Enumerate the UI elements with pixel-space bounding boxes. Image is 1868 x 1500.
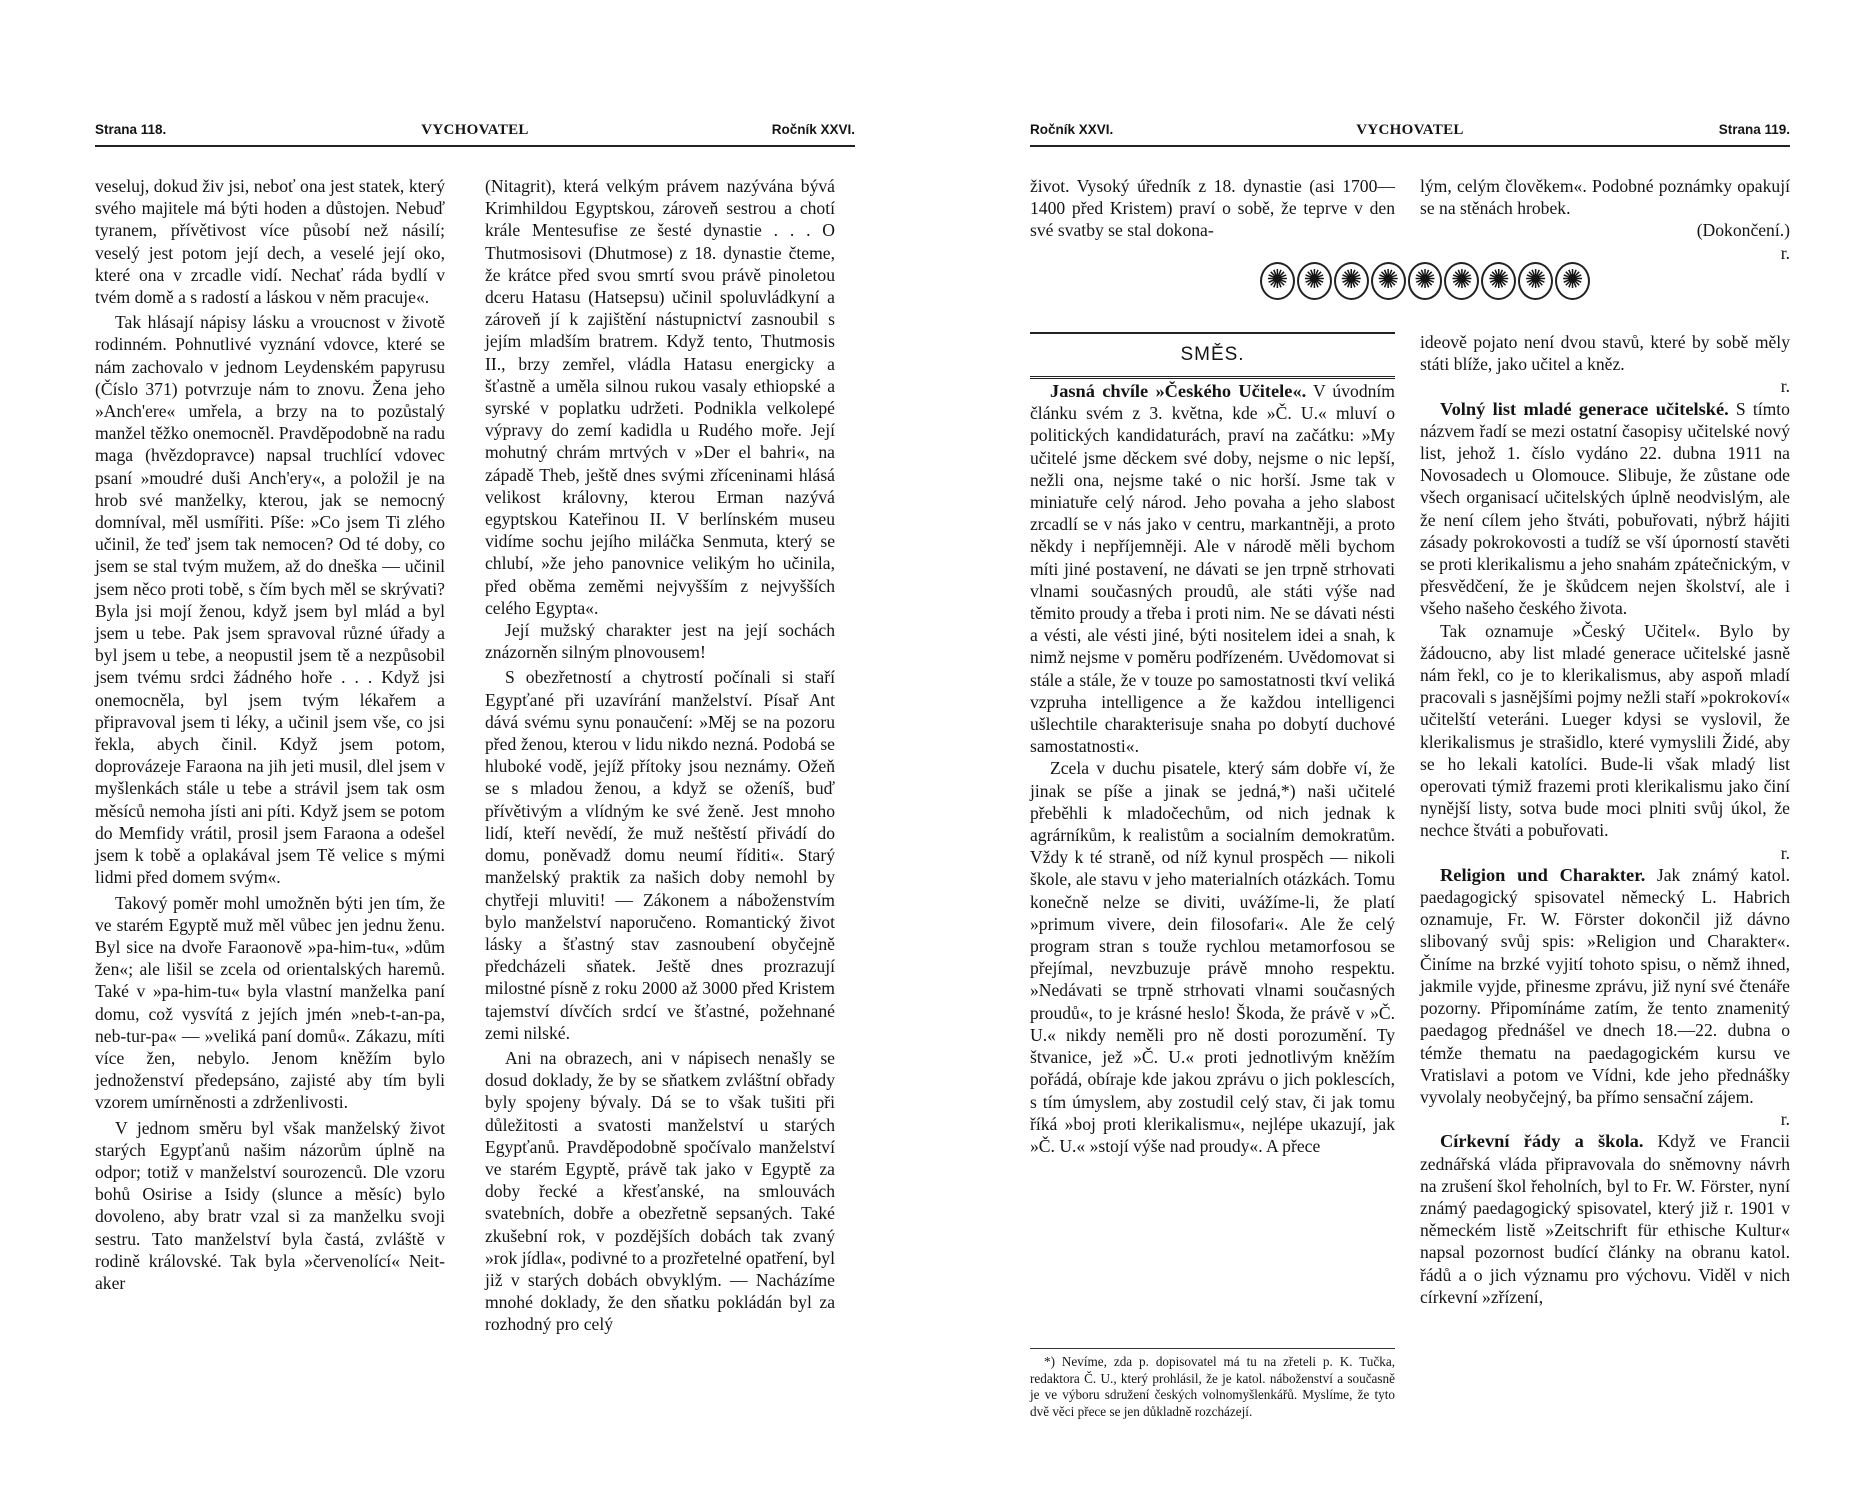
paragraph bbox=[1420, 398, 1790, 620]
right-column-1 bbox=[1030, 380, 1395, 1157]
decorative-ornament bbox=[1260, 262, 1590, 302]
paragraph: V jednom směru byl však manželský život starých Egypťanů našim názorům úplně na odpor; totiž v manželství sourozenců. Dle vzoru bohů Osirise a Isidy (slunce a měsíc) bylo dovoleno, aby bratr vzal si za manželku svoji sestru. Tato manželství byla častá, zvláště v rodině královské. Tak byla »červenolící« Neit-aker bbox=[95, 1117, 445, 1293]
section-heading-box bbox=[1030, 332, 1395, 379]
article-text: Jak známý katol. paedagogický spisovatel německý L. Habrich oznamuje, Fr. W. Förster dokončil již dávno slibovaný svůj spis: »Religion und Charakter«. Činíme na brzké vyjití tohoto spisu, o němž ihned, jakmile vyjde, přinesme zprávu, již nyní své čtenáře pozorny. Připomínáme zatím, že tento znamenitý paedagog přednášel ve dnech 18.—22. dubna o témže thematu na paedagogickém kursu ve Vratislavi a potom ve Vídni, kde jeho přednášky vyvolaly neobyčejný, ba přímo sensační zájem. bbox=[1420, 864, 1790, 1107]
article-text: Když ve Francii zednářská vláda připravovala do sněmovny návrh na zrušení škol řeholních, byl to Fr. W. Förster, nyní známý paedagogický spisovatel, který již r. 1901 v německém listě »Zeitschrift für ethische Kultur« napsal pozornost budící články na obranu katol. řádů a o jich významu pro výchovu. Viděl v nich církevní »zřízení, bbox=[1420, 1131, 1790, 1307]
paragraph: Takový poměr mohl umožněn býti jen tím, že ve starém Egyptě muž měl vůbec jen jednu ženu. Byl sice na dvoře Faraonově »pa-him-tu«, »dům žen«; ale lišil se zcela od orientalských haremů. Také v »pa-him-tu« byla vlastní manželka paní domu, což vysvítá z jejích jmén »neb-t-an-pa, neb-tur-pa« — »veliká paní domů«. Zákazu, míti více žen, nebylo. Jenom kněžím bylo jednoženství předepsáno, zajisté aby tím byli vzorem umírněnosti a zdrženlivosti. bbox=[95, 892, 445, 1113]
paragraph: Tak hlásají nápisy lásku a vroucnost v životě rodinném. Pohnutlivé vyznání vdovce, které se nám zachovalo v jednom Leydenském papyrusu (Číslo 371) potvrzuje nám to znovu. Žena jeho »Anch'ere« umřela, a brzy na to pozůstalý manžel těžko onemocněl. Pravděpodobně na radu maga (hvězdopravce) napsal truchlící vdovec psaní »moudré duši Anch'ery«, a položil je na hrob své manželky, kterou, jak se nemocný domníval, měl usmířiti. Píše: »Co jsem Ti zlého učinil, že teď jsem tak nemocen? Od té doby, co jsem se stal tvým mužem, až do dneška — učinil jsem něco proti tobě, s čím bych měl se skrývati? Byla jsi mojí ženou, když jsem byl mlád a byl jsem u tebe. Pak jsem spravoval různé úřady a byl jsem u tebe, a neopustil jsem tě a nezpůsobil jsem tvému srdci žádného hoře . . . Když jsi onemocněla, byl jsem tvým lékařem a připravoval jsem ti léky, a učinil jsem vše, co jsi řekla, abych činil. Když jsem potom, doprovázeje Faraona na jih jeti musil, dlel jsem v myšlenkách stále u tebe a strávil jsem tak osm měsíců nemoha jísti ani píti. Když jsem se potom do Memfidy vrátil, prosil jsem Faraona a odešel jsem k tobě a oplakával jsem Tě velice s mými lidmi před domem svým«. bbox=[95, 312, 445, 888]
rosette-icon bbox=[1444, 262, 1479, 300]
rosette-icon bbox=[1481, 262, 1516, 300]
rosette-icon bbox=[1408, 262, 1443, 300]
right-page-header bbox=[1030, 122, 1790, 144]
paragraph: lým, celým člověkem«. Podobné poznámky opakují se na stěnách hrobek. bbox=[1420, 176, 1790, 219]
left-page bbox=[95, 0, 855, 1500]
rosette-icon bbox=[1371, 262, 1406, 300]
volume-label: Ročník XXVI. bbox=[1030, 122, 1114, 137]
article-heading: Religion und Charakter. bbox=[1440, 864, 1646, 885]
left-page-header bbox=[95, 122, 855, 144]
right-page bbox=[1030, 0, 1790, 1500]
rosette-icon bbox=[1555, 262, 1590, 300]
rosette-icon bbox=[1518, 262, 1553, 300]
paragraph: ideově pojato není dvou stavů, které by sobě měly státi blíže, jako učitel a kněz. bbox=[1420, 332, 1790, 375]
footnote bbox=[1030, 1348, 1395, 1420]
rosette-icon bbox=[1260, 262, 1295, 300]
paragraph: veseluj, dokud živ jsi, neboť ona jest statek, který svého majitele má býti hoden a důstojen. Nebuď tyranem, přívětivost více působí než násilí; veselý jest potom její dech, a veselé její oko, které ona v zrcadle vidí. Nechať ráda bydlí v tvém domě a s radostí a láskou v něm pracuje«. bbox=[95, 176, 445, 308]
paragraph: Ani na obrazech, ani v nápisech nenašly se dosud doklady, že by se sňatkem zvláštní obřady byly spojeny bývaly. Dá se to však tušiti při důležitosti a svatosti manželství u starých Egypťanů. Pravděpodobně spočívalo manželství ve starém Egyptě, právě tak jako v Egyptě za doby řecké a křesťanské, na smlouvách svatebních, dobře a obezřetně sepsaných. Také zkušební rok, v pozdějších dobách tak zvaný »rok jídla«, podivné to a prozřetelné opatření, byl již v starých dobách obvyklým. — Nacházíme mnohé doklady, že den sňatku pokládán byl za rozhodný pro celý bbox=[485, 1047, 835, 1335]
article-text: V úvodním článku svém z 3. května, kde »Č. U.« mluví o politických kandidaturách, praví na začátku: »My učitelé jsme děckem své doby, nejsme o nic lepší, nežli ona, nejsme také o nic horší. Jsme tak v miniatuře celý národ. Jeho povaha a jeho slabost zrcadlí se v nás jako v centru, markantněji, a proto někdy i nepříjemněji. Ale v národě měli bychom míti jiné postavení, ne dávati se jen trpně strhovati vlnami současných proudů, ale státi výše nad těmito proudy a třeba i proti nim. Ne se dávati nésti a vésti, ale vésti jiné, býti nositelem idei a snah, k nimž nejsme v poměru podřízeném. Uvědomovat si stále a stále, že v touze po samostatnosti tkví veliká vzpruha intelligence a že každou intelligenci ušlechtile charakterisuje snaha po dobytí duchové samostatnosti«. bbox=[1030, 381, 1395, 757]
page-number: Strana 119. bbox=[1718, 122, 1790, 137]
rosette-icon bbox=[1297, 262, 1332, 300]
to-be-continued: (Dokončení.) bbox=[1696, 220, 1790, 241]
section-title: SMĚS. bbox=[1180, 344, 1245, 365]
page-number: Strana 118. bbox=[95, 122, 167, 137]
header-rule bbox=[95, 145, 855, 147]
header-rule bbox=[1030, 145, 1790, 147]
paragraph: Zcela v duchu pisatele, který sám dobře ví, že jinak se píše a jinak se jedná,*) naši učitelé přeběhli k mladočechům, od nich jednak k agrárníkům, k realistům a socialním demokratům. Vždy k té straně, od níž kynul prospěch — nikoli škole, ale stavu v jeho materialních otázkách. Tomu konečně nelze se diviti, uvážíme-li, že platí »primum vivere, dein filosofari«. Ale že celý program stran s touže rychlou metamorfosou se přejímal, nevzbuzuje právě mnoho respektu. »Nedávati se trpně strhovati vlnami současných proudů«, to je krásné heslo! Škoda, že právě v »Č. U.« nikdy neměli pro ně dosti porozumění. Ty štvanice, jež »Č. U.« proti jednotlivým kněžím pořádá, obíraje kde jakou zprávu o jich poklescích, s tím úmyslem, aby zostudil celý stav, či jak tomu říká »boj proti klerikalismu«, nejlépe ukazují, jak »Č. U.« »stojí výše nad proudy«. A přece bbox=[1030, 758, 1395, 1156]
article-heading: Jasná chvíle »Českého Učitele«. bbox=[1050, 381, 1307, 401]
right-column-2 bbox=[1420, 331, 1790, 1308]
author-initial: r. bbox=[1780, 1109, 1790, 1130]
paragraph: S obezřetností a chytrostí počínali si staří Egypťané při uzavírání manželství. Písař Ant dává svému synu ponaučení: »Měj se na pozoru před ženou, kterou v lidu nikdo nezná. Podobá se hluboké vodě, jejíž přítoky jsou neznámy. Ožeň se s mladou ženou, a když se oženíš, buď přívětivým a vlídným ke své ženě. Jest mnoho lidí, kteří nevědí, že muž neštěstí přivádí do domu, poněvadž domu neumí říditi«. Starý manželský praktik za našich doby nemohl by chytřeji mluviti! — Zákonem a náboženstvím bylo manželství naporučeno. Romantický život lásky a šťastný stav zasnoubení obyčejně předcházeli sňatek. Ještě dnes prozrazují milostné písně z roku 2000 až 3000 před Kristem tajemství dívčích srdcí ve šťastné, požehnané zemi nilské. bbox=[485, 667, 835, 1043]
paragraph bbox=[1030, 380, 1395, 757]
paragraph bbox=[1420, 864, 1790, 1108]
article-heading: Církevní řády a škola. bbox=[1440, 1131, 1644, 1152]
author-initial: r. bbox=[1780, 842, 1790, 863]
paragraph: Tak oznamuje »Český Učitel«. Bylo by žádoucno, aby list mladé generace učitelské jasně nám řekl, co je to klerikalismus, aby aspoň mladí pracovali s jasnějšími pojmy nežli staří »pokrokoví« učitelští veteráni. Lueger kdysi se vyslovil, že klerikalismus je strašidlo, které vymyslili Židé, aby se ho lekali katolíci. Bude-li však mladý list operovati týmiž frazemi proti klerikalismu jako činí nynější listy, sotva bude moci plniti svůj úkol, že nechce štváti a pobuřovati. bbox=[1420, 620, 1790, 841]
paragraph: Její mužský charakter jest na její sochách znázorněn silným plnovousem! bbox=[485, 620, 835, 663]
footnote-text: *) Nevíme, zda p. dopisovatel má tu na zřeteli p. K. Tučka, redaktora Č. U., který prohlásil, že je katol. náboženství a současně je ve výboru sdružení českých volnomyšlenkářů. Myslíme, že tyto dvě věci přece se jen důkladně rozcházejí. bbox=[1030, 1354, 1395, 1419]
left-column-2 bbox=[485, 175, 835, 1336]
continuation-text bbox=[1030, 175, 1395, 242]
rosette-icon bbox=[1334, 262, 1369, 300]
author-initial: r. bbox=[1780, 376, 1790, 397]
article-heading: Volný list mladé generace učitelské. bbox=[1440, 398, 1729, 419]
author-initial: r. bbox=[1780, 242, 1790, 263]
article-text: S tímto názvem řadí se mezi ostatní časopisy učitelské nový list, jehož 1. číslo vydáno 22. dubna 1911 na Novosadech u Olomouce. Slibuje, že zůstane ode všech organisací učitelských úplně neodvislým, ale že není cílem jeho štváti, pobuřovati, nýbrž hájiti zásady pokrokovosti a tudíž se vší úporností stavěti se proti klerikalismu a jeho snahám zpátečnickým, v přesvědčení, že je škůdcem nejen školství, ale i všeho našeho českého života. bbox=[1420, 398, 1790, 619]
paragraph bbox=[1420, 1130, 1790, 1308]
left-column-1 bbox=[95, 175, 445, 1294]
paragraph: život. Vysoký úředník z 18. dynastie (asi 1700—1400 před Kristem) praví o sobě, že teprve v den své svatby se stal dokona- bbox=[1030, 176, 1395, 241]
continuation-text bbox=[1420, 175, 1790, 264]
volume-label: Ročník XXVI. bbox=[771, 122, 855, 137]
journal-title: VYCHOVATEL bbox=[1356, 122, 1464, 138]
paragraph: (Nitagrit), která velkým právem nazývána bývá Krimhildou Egyptskou, zároveň sestrou a chotí krále Mentesufise ze šesté dynastie . . . O Thutmosisovi (Dhutmose) z 18. dynastie čteme, že krátce před svou smrtí svou právě pinoletou dceru Hatasu (Hatsepsu) učinil spoluvládkyní a zároveň jí k zajištění nástupnictví zasnoubil s jejím mladším bratrem. Když tento, Thutmosis II., brzy zemřel, vládla Hatasu energicky a šťastně a uměla silnou rukou vasaly ethiopské a syrské v poplatku udržeti. Podnikla velkolepé výpravy do zemí kadidla u Rudého moře. Její mohutný chrám mrtvých v »Der el bahri«, na západě Theb, ještě dnes svými zříceninami hlásá velikost královny, kterou Erman nazývá egyptskou Kateřinou II. V berlínském museu vidíme sochu jejího miláčka Senmuta, který se chlubí, »že jeho panovnice velikým ho učinila, před oběma zeměmi nejvyšším z nejvyšších celého Egypta«. bbox=[485, 176, 835, 618]
journal-title: VYCHOVATEL bbox=[421, 122, 529, 138]
